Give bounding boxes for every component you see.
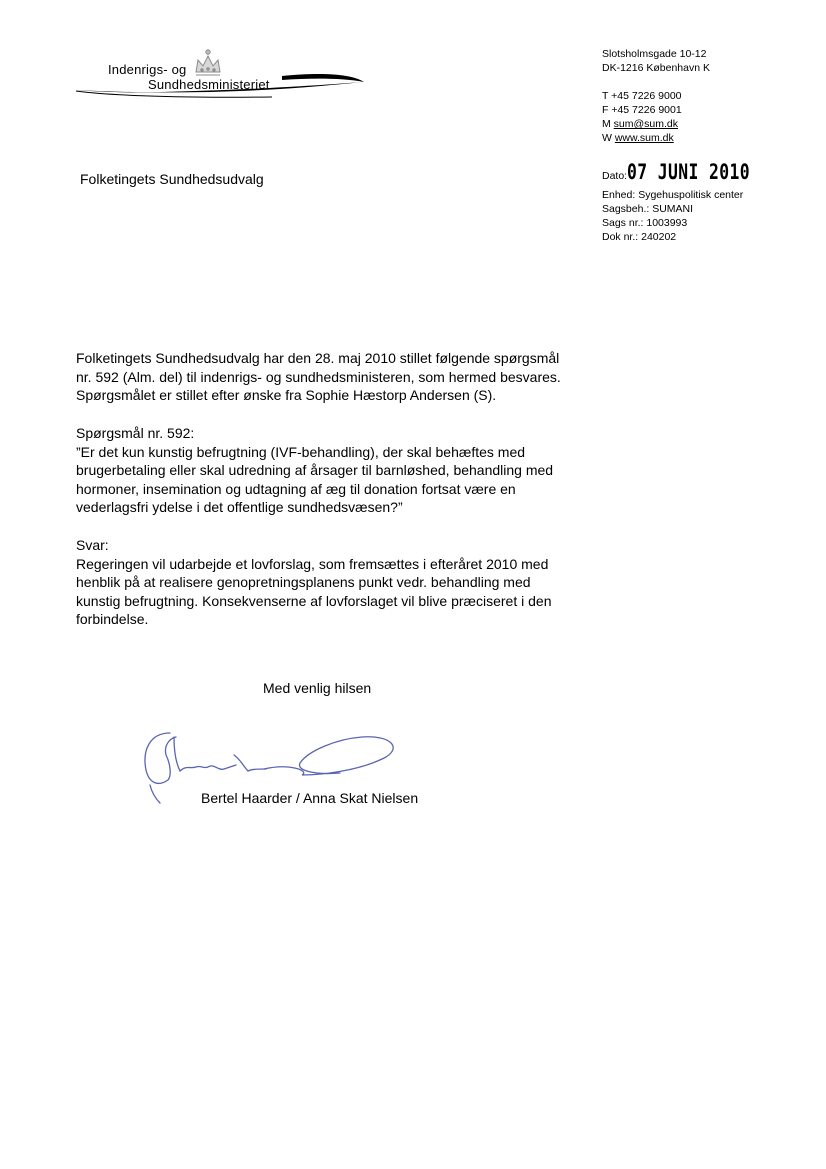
answer-line: Regeringen vil udarbejde et lovforslag, som fremsættes i efteråret 2010 med (76, 555, 549, 572)
document-number-line: Dok nr.: 240202 (602, 231, 677, 243)
intro-line: nr. 592 (Alm. del) til indenrigs- og sundhedsministeren, som hermed besvares. (76, 368, 561, 385)
date-line (602, 160, 785, 184)
web-link[interactable]: www.sum.dk (614, 132, 674, 144)
answer-section (76, 536, 596, 629)
fax-number: F +45 7226 9001 (602, 104, 682, 116)
date-label: Dato: (602, 170, 628, 182)
closing-greeting: Med venlig hilsen (263, 680, 372, 696)
question-line: brugerbetaling eller skal udredning af årsager til barnløshed, behandling med (76, 462, 554, 479)
phone-number: T +45 7226 9000 (602, 90, 682, 102)
recipient-name: Folketingets Sundhedsudvalg (80, 171, 264, 187)
question-line: hormoner, insemination og udtagning af æg til donation fortsat være en (76, 480, 516, 497)
crown-icon (196, 50, 220, 75)
web-line (602, 131, 674, 145)
address-street: Slotsholmsgade 10-12 (602, 48, 707, 60)
ministry-logo (72, 42, 372, 104)
email-link[interactable]: sum@sum.dk (613, 118, 679, 130)
email-line (602, 117, 678, 131)
case-officer-line: Sagsbeh.: SUMANI (602, 203, 694, 215)
question-section (76, 424, 596, 517)
email-prefix: M (602, 118, 614, 130)
answer-line: henblik på at realisere genopretningsplanens punkt vedr. behandling med (76, 574, 531, 591)
logo-text-line2: Sundhedsministeriet (148, 77, 270, 92)
date-stamp: 07 JUNI 2010 (627, 160, 751, 184)
answer-line: forbindelse. (76, 611, 149, 628)
web-prefix: W (602, 132, 615, 144)
answer-line: kunstig befrugtning. Konsekvenserne af lovforslaget vil blive præciseret i den (76, 592, 552, 609)
intro-line: Folketingets Sundhedsudvalg har den 28. maj 2010 stillet følgende spørgsmål (76, 350, 560, 366)
question-line: ”Er det kun kunstig befrugtning (IVF-behandling), der skal behæftes med (76, 443, 526, 460)
address-city: DK-1216 København K (602, 62, 710, 74)
question-line: vederlagsfri ydelse i det offentlige sundhedsvæsen?” (76, 499, 403, 516)
intro-paragraph (76, 349, 596, 405)
signatory-names: Bertel Haarder / Anna Skat Nielsen (201, 790, 419, 806)
answer-heading: Svar: (76, 537, 109, 553)
intro-line: Spørgsmålet er stillet efter ønske fra Sophie Hæstorp Andersen (S). (76, 387, 497, 404)
case-number-line: Sags nr.: 1003993 (602, 217, 688, 229)
logo-text-line1: Indenrigs- og (108, 62, 187, 77)
question-heading: Spørgsmål nr. 592: (76, 425, 195, 441)
unit-line: Enhed: Sygehuspolitisk center (602, 189, 744, 201)
